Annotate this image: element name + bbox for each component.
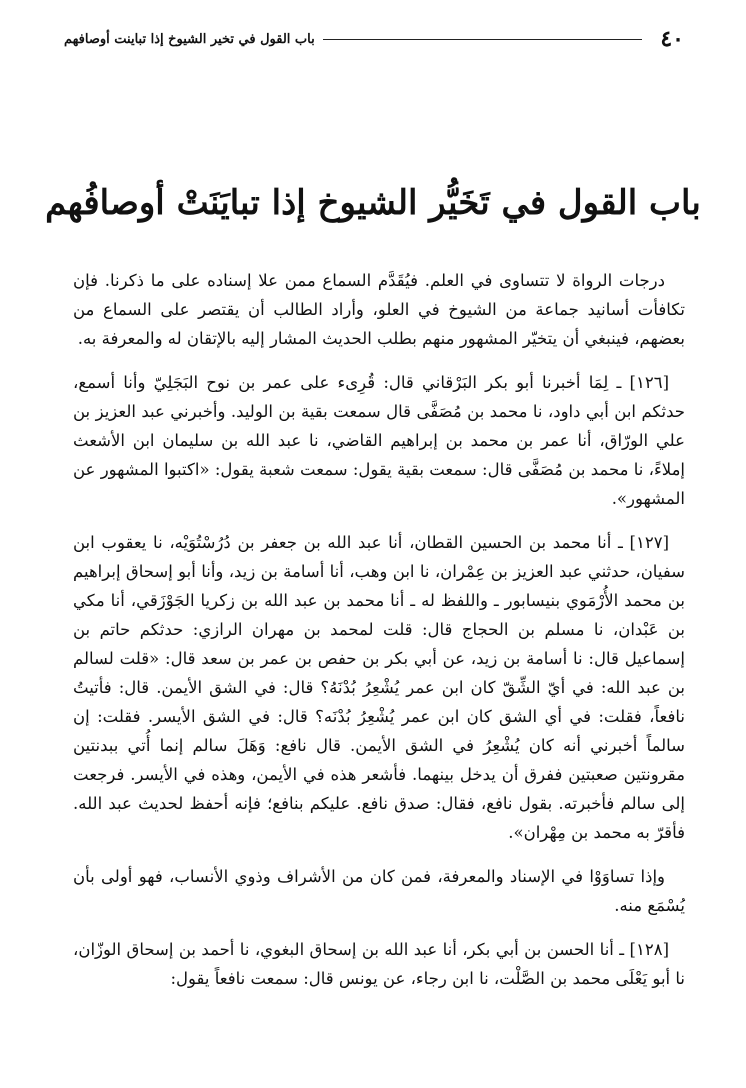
body-text (73, 266, 685, 993)
running-head (64, 24, 684, 54)
hadith-128-paragraph: [١٢٨] ـ أنا الحسن بن أبي بكر، أنا عبد الله بن إسحاق البغوي، نا أحمد بن إسحاق الوزّان، نا أبو يَعْلَى محمد بن الصَّلْت، نا ابن رجاء، عن يونس قال: سمعت نافعاً يقول: (73, 940, 685, 988)
running-head-title: باب القول في تخير الشيوخ إذا تباينت أوصافهم (64, 31, 315, 47)
chapter-title: باب القول في تَخَيُّر الشيوخ إذا تبايَنَتْ أوصافُهم (45, 183, 701, 223)
header-rule (323, 39, 643, 40)
hadith-127-paragraph: [١٢٧] ـ أنا محمد بن الحسين القطان، أنا عبد الله بن جعفر بن دُرُسْتُوَيْه، نا يعقوب ابن سفيان، حدثني عبد العزيز بن عِمْران، نا ابن وهب، أنا أسامة بن زيد، وأنا أبو إسحاق إبراهيم بن محمد الأُرْمَوي بنيسابور ـ واللفظ له ـ أنا محمد بن عبد الله بن زكريا الجَوْزَقي، أنا مكي بن عَبْدان، نا مسلم بن الحجاج قال: قلت لمحمد بن مهران الرازي: حدثكم حاتم بن إسماعيل قال: نا أسامة بن زيد، عن أبي بكر بن حفص بن عمر بن سعد قال: «قلت لسالم بن عبد الله: في أيّ الشِّقّ كان ابن عمر يُشْعِرُ بُدْنَهُ؟ قال: في الشق الأيمن. قال: فأتيتُ نافعاً، فقلت: في أي الشق كان ابن عمر يُشْعِرُ بُدْنَه؟ قال: في الشق الأيسر. فقلت: إن سالماً أخبرني أنه كان يُشْعِرُ في الشق الأيمن. قال نافع: وَهَلَ سالم إنما أُتي ببدنتين مقرونتين صعبتين ففرق أن يدخل بينهما. فأشعر هذه في الأيمن، وهذه في الأيسر. فرجعت إلى سالم فأخبرته. بقول نافع، فقال: صدق نافع. عليكم بنافع؛ فإنه أحفظ لحديث عبد الله. فأقرّ به محمد بن مِهْران». (73, 533, 685, 842)
intro-paragraph: درجات الرواة لا تتساوى في العلم. فيُقَدَّم السماع ممن علا إسناده على ما ذكرنا. فإن تكافأت أسانيد جماعة من الشيوخ في العلو، وأراد الطالب أن يقتصر على السماع من بعضهم، فينبغي أن يتخيّر المشهور منهم بطلب الحديث المشار إليه بالإتقان له والمعرفة به. (73, 271, 685, 348)
page-number: ٤٠ (660, 26, 684, 52)
hadith-126-paragraph: [١٢٦] ـ لِمَا أخبرنا أبو بكر البَرْقاني قال: قُرِىء على عمر بن نوح البَجَلِيّ وأنا أسمع، حدثكم ابن أبي داود، نا محمد بن مُصَفَّى قال سمعت بقية بن الوليد. وأخبرني عبد العزيز بن علي الورّاق، أنا عمر بن محمد بن إبراهيم القاضي، نا عبد الله بن سليمان ابن الأشعث إملاءً، نا محمد بن مُصَفَّى قال: سمعت بقية يقول: سمعت شعبة يقول: «اكتبوا المشهور عن المشهور». (73, 373, 685, 508)
commentary-paragraph: وإذا تساوَوْا في الإسناد والمعرفة، فمن كان من الأشراف وذوي الأنساب، فهو أولى بأن يُسْمَع منه. (73, 867, 685, 915)
